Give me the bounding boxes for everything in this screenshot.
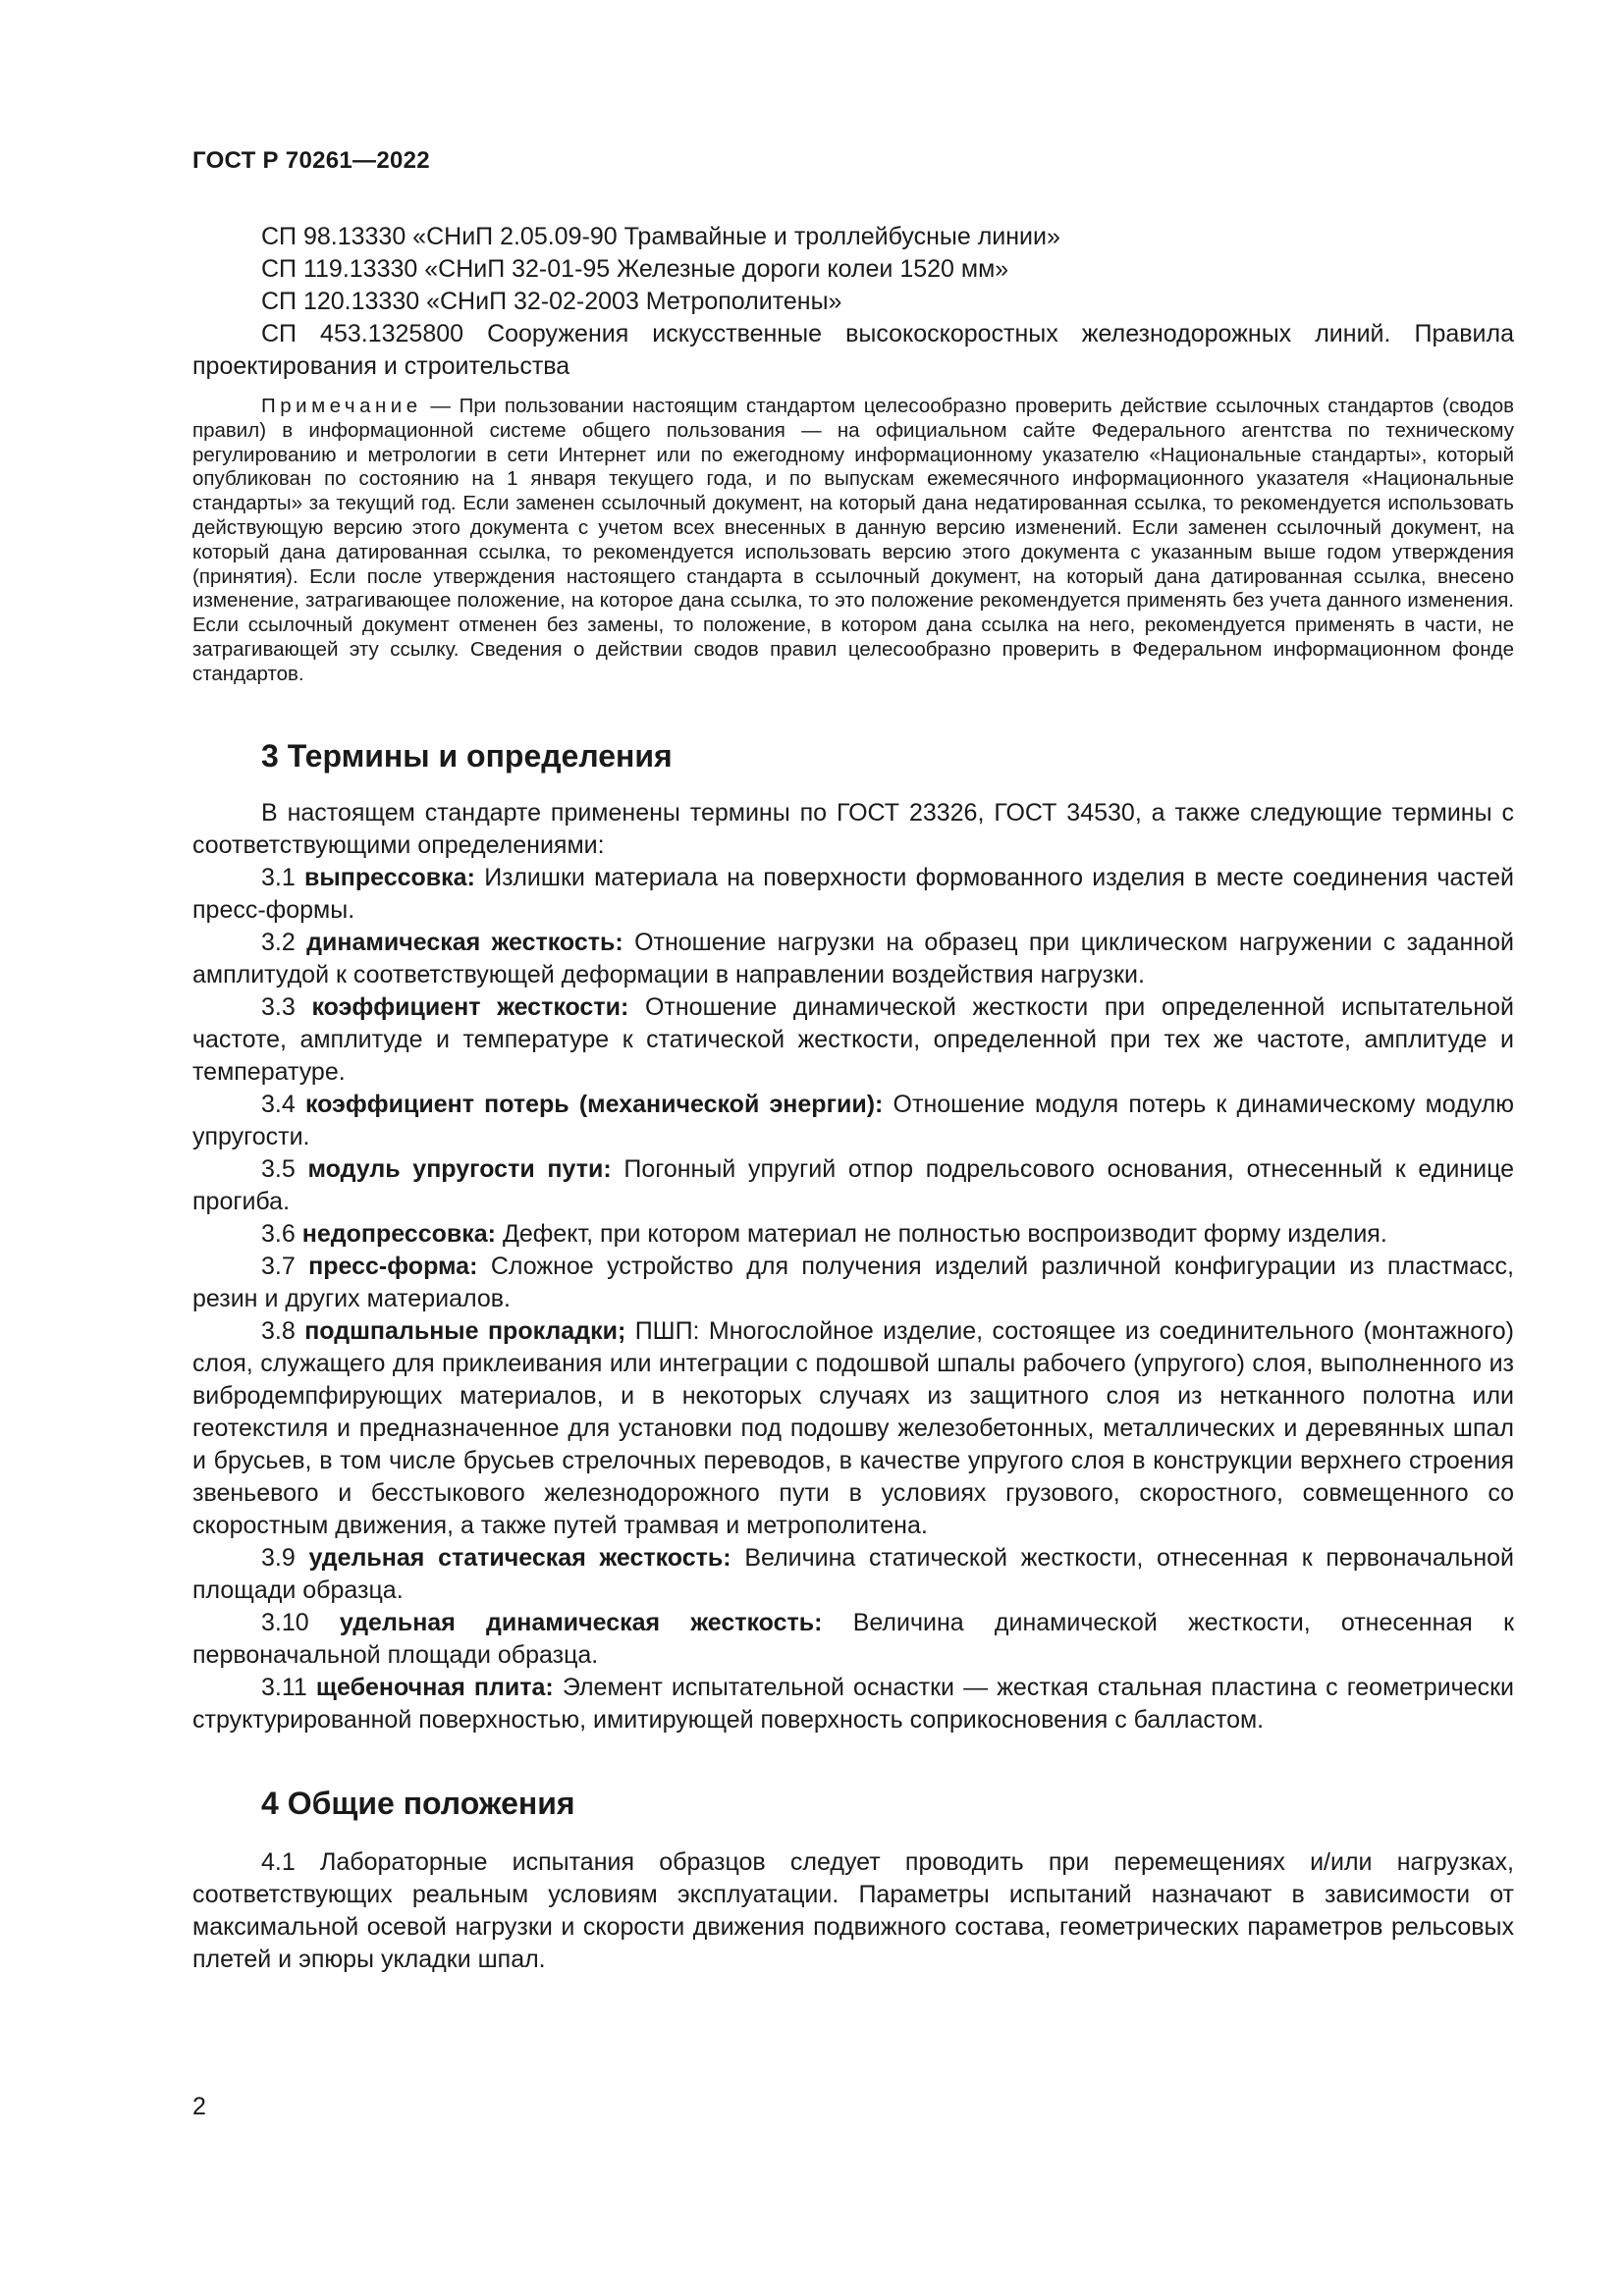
term-name: щебеночная плита: [315,1673,554,1701]
term-definition [192,862,1514,927]
term-text: Сложное устройство для получения изделий различной конфигурации из пластмасс, резин и других материалов. [192,1252,1514,1312]
term-definition [192,1251,1514,1315]
term-number: 3.4 [261,1090,296,1118]
term-number: 3.5 [261,1154,296,1183]
term-definition [192,1153,1514,1218]
term-number: 3.11 [261,1673,307,1701]
term-definition [192,1542,1514,1607]
term-name: коэффициент потерь (механической энергии): [304,1090,884,1118]
reference-item: СП 98.13330 «СНиП 2.05.09-90 Трамвайные и троллейбусные линии» [261,223,1060,250]
term-name: коэффициент жесткости: [311,992,629,1021]
term-name: динамическая жесткость: [306,928,623,956]
term-text: Отношение нагрузки на образец при циклическом нагружении с заданной амплитудой к соответствующей деформации в направлении воздействия нагрузки. [192,928,1515,988]
term-definition [192,1315,1514,1542]
term-number: 3.10 [261,1608,309,1636]
term-text: ПШП: Многослойное изделие, состоящее из соединительного (монтажного) слоя, служащего для приклеивания или интеграции с подошвой шпалы рабочего (упругого) слоя, выполненного из вибродемпфирующих материалов, и в некоторых случаях из защитного слоя из нетканного полотна или геотекстиля и предназначенное для установки под подошву железобетонных, металлических и деревянных шпал и брусьев, в том числе брусьев стрелочных переводов, в качестве упругого слоя в конструкции верхнего строения звеньевого и бесстыкового железнодорожного пути в условиях грузового, скоростного, совмещенного со скоростным движения, а также путей трамвая и метрополитена. [192,1316,1515,1539]
term-text: Погонный упругий отпор подрельсового основания, отнесенный к единице прогиба. [192,1154,1515,1215]
section-terms [192,736,1514,1736]
note-paragraph [192,395,1514,687]
term-text: Величина статической жесткости, отнесенная к первоначальной площади образца. [192,1543,1515,1604]
term-text: Излишки материала на поверхности формованного изделия в месте соединения частей пресс-формы. [192,863,1514,924]
term-name: выпрессовка: [304,863,475,891]
general-paragraph: 4.1 Лабораторные испытания образцов следует проводить при перемещениях и/или нагрузках, соответствующих реальным условиям эксплуатации. Параметры испытаний назначают в зависимости от максимальной осевой нагрузки и скорости движения подвижного состава, геометрических параметров рельсовых плетей и эпюры укладки шпал. [192,1847,1514,1973]
term-number: 3.2 [261,928,296,956]
term-definition [192,1089,1514,1153]
term-number: 3.7 [261,1252,296,1280]
term-definition [192,1218,1514,1251]
term-number: 3.6 [261,1219,296,1248]
reference-item: СП 120.13330 «СНиП 32-02-2003 Метрополитены» [261,288,842,315]
term-name: модуль упругости пути: [307,1154,612,1183]
section-4-title: 4 Общие положения [261,1785,575,1821]
term-text: Величина динамической жесткости, отнесенная к первоначальной площади образца. [192,1608,1515,1669]
term-name: подшпальные прокладки; [304,1316,626,1345]
term-name: недопрессовка: [301,1219,496,1248]
page-number: 2 [192,2093,206,2120]
term-text: Дефект, при котором материал не полностью воспроизводит форму изделия. [502,1219,1387,1248]
document-body [192,221,1514,1976]
term-name: удельная статическая жесткость: [308,1543,731,1572]
normative-references [192,221,1514,687]
term-number: 3.9 [261,1543,296,1572]
term-name: пресс-форма: [308,1252,478,1280]
reference-item: СП 119.13330 «СНиП 32-01-95 Железные дороги колеи 1520 мм» [261,255,1009,283]
note-text: — При пользовании настоящим стандартом целесообразно проверить действие ссылочных стандартов (сводов правил) в информационной системе общего пользования — на официальном сайте Федерального агентства по техническому регулированию и метрологии в сети Интернет или по ежегодному информационному указателю «Национальные стандарты», который опубликован по состоянию на 1 января текущего года, и по выпускам ежемесячного информационного указателя «Национальные стандарты» за текущий год. Если заменен ссылочный документ, на который дана недатированная ссылка, то рекомендуется использовать действующую версию этого документа с учетом всех внесенных в данную версию изменений. Если заменен ссылочный документ, на который дана датированная ссылка, то рекомендуется использовать версию этого документа с указанным выше годом утверждения (принятия). Если после утверждения настоящего стандарта в ссылочный документ, на который дана датированная ссылка, внесено изменение, затрагивающее положение, на которое дана ссылка, то это положение рекомендуется применять без учета данного изменения. Если ссылочный документ отменен без замены, то положение, в котором дана ссылка на него, рекомендуется применять в части, не затрагивающей эту ссылку. Сведения о действии сводов правил целесообразно проверить в Федеральном информационном фонде стандартов. [192,395,1514,685]
term-number: 3.1 [261,863,296,891]
terms-list [192,862,1514,1736]
term-definition [192,991,1514,1089]
section-3-title: 3 Термины и определения [261,737,673,774]
terms-intro: В настоящем стандарте применены термины по ГОСТ 23326, ГОСТ 34530, а также следующие термины с соответствующими определениями: [192,798,1514,859]
term-definition [192,927,1514,991]
term-text: Отношение динамической жесткости при определенной испытательной частоте, амплитуде и температуре к статической жесткости, определенной при тех же частоте, амплитуде и температуре. [192,992,1515,1086]
term-text: Элемент испытательной оснастки — жесткая стальная пластина с геометрически структурированной поверхностью, имитирующей поверхность соприкосновения с балластом. [192,1673,1514,1734]
term-definition [192,1672,1514,1736]
section-general [192,1784,1514,1976]
reference-item: СП 453.1325800 Сооружения искусственные высокоскоростных железнодорожных линий. Правила проектирования и строительства [192,320,1514,380]
note-label: Примечание [261,395,422,417]
term-number: 3.3 [261,992,296,1021]
document-code-header: ГОСТ Р 70261—2022 [192,147,430,174]
term-name: удельная динамическая жесткость: [339,1608,823,1636]
term-definition [192,1607,1514,1672]
term-number: 3.8 [261,1316,296,1345]
term-text: Отношение модуля потерь к динамическому модулю упругости. [192,1090,1514,1150]
